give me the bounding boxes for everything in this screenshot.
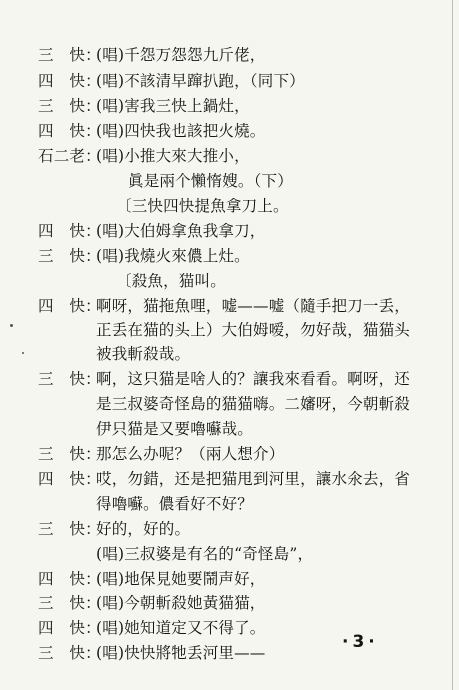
dialogue-text: 被我斬殺哉。 <box>96 345 191 363</box>
page-edge <box>452 0 453 690</box>
dialogue-text: (唱)快快將牠丢河里—— <box>96 644 266 662</box>
dialogue-text: 伊只猫是又要嚕囌哉。 <box>96 420 254 438</box>
page-number: ·3· <box>342 632 379 652</box>
dialogue-text: 哎，勿錯，还是把猫甩到河里，讓水氽去，省 <box>96 470 411 488</box>
speaker-label: 三 快： <box>38 247 101 265</box>
speaker-label: 三 快： <box>38 594 101 612</box>
dialogue-text: 是三叔婆奇怪島的猫猫嗨。二嬸呀，今朝斬殺 <box>96 395 411 413</box>
dialogue-text: (唱)今朝斬殺她黃猫猫， <box>96 594 266 612</box>
dialogue-text: 正丢在猫的头上）大伯姆嗳，勿好哉，猫猫头 <box>96 321 411 339</box>
ink-speck <box>22 352 24 354</box>
dialogue-text: 好的，好的。 <box>96 520 191 538</box>
speaker-label: 三 快： <box>38 370 101 388</box>
dialogue-text: (唱)千怨万怨怨九斤佬， <box>96 46 266 64</box>
dialogue-text: (唱)小推大來大推小， <box>96 147 250 165</box>
speaker-label: 三 快： <box>38 445 101 463</box>
dialogue-text: 啊呀，猫拖魚哩，嘘——嘘（隨手把刀一丢， <box>96 297 411 315</box>
ink-speck <box>10 324 13 327</box>
dialogue-text: (唱)大伯姆拿魚我拿刀， <box>96 222 266 240</box>
speaker-label: 三 快： <box>38 520 101 538</box>
dialogue-text: 那怎么办呢？（兩人想介） <box>96 445 285 463</box>
dialogue-text: (唱)我燒火來儂上灶。 <box>96 247 250 265</box>
dialogue-text: (唱)不該清早蹿扒跑，（同下） <box>96 72 305 90</box>
speaker-label: 四 快： <box>38 297 101 315</box>
dialogue-text: (唱)害我三快上鍋灶， <box>96 97 250 115</box>
speaker-label: 四 快： <box>38 619 101 637</box>
speaker-label: 三 快： <box>38 46 101 64</box>
speaker-label: 四 快： <box>38 72 101 90</box>
dialogue-text: 眞是兩个懶惰嫂。（下） <box>128 172 293 190</box>
speaker-label: 三 快： <box>38 97 101 115</box>
dialogue-text: (唱)地保見她要鬧声好， <box>96 570 266 588</box>
dialogue-text: 啊，这只猫是啥人的？讓我來看看。啊呀，还 <box>96 370 411 388</box>
speaker-label: 四 快： <box>38 570 101 588</box>
dialogue-text: (唱)四快我也該把火燒。 <box>96 122 266 140</box>
speaker-label: 四 快： <box>38 222 101 240</box>
speaker-label: 三 快： <box>38 644 101 662</box>
stage-direction-text: 〔殺魚，猫叫。 <box>116 272 226 290</box>
speaker-label: 四 快： <box>38 470 101 488</box>
speaker-label: 四 快： <box>38 122 101 140</box>
speaker-label: 石二老： <box>38 147 101 165</box>
dialogue-text: 得嚕囌。儂看好不好？ <box>96 495 254 513</box>
dialogue-text: (唱)三叔婆是有名的“奇怪島”， <box>96 545 314 563</box>
stage-direction-text: 〔三快四快提魚拿刀上。 <box>116 197 289 215</box>
dialogue-text: (唱)她知道定又不得了。 <box>96 619 266 637</box>
